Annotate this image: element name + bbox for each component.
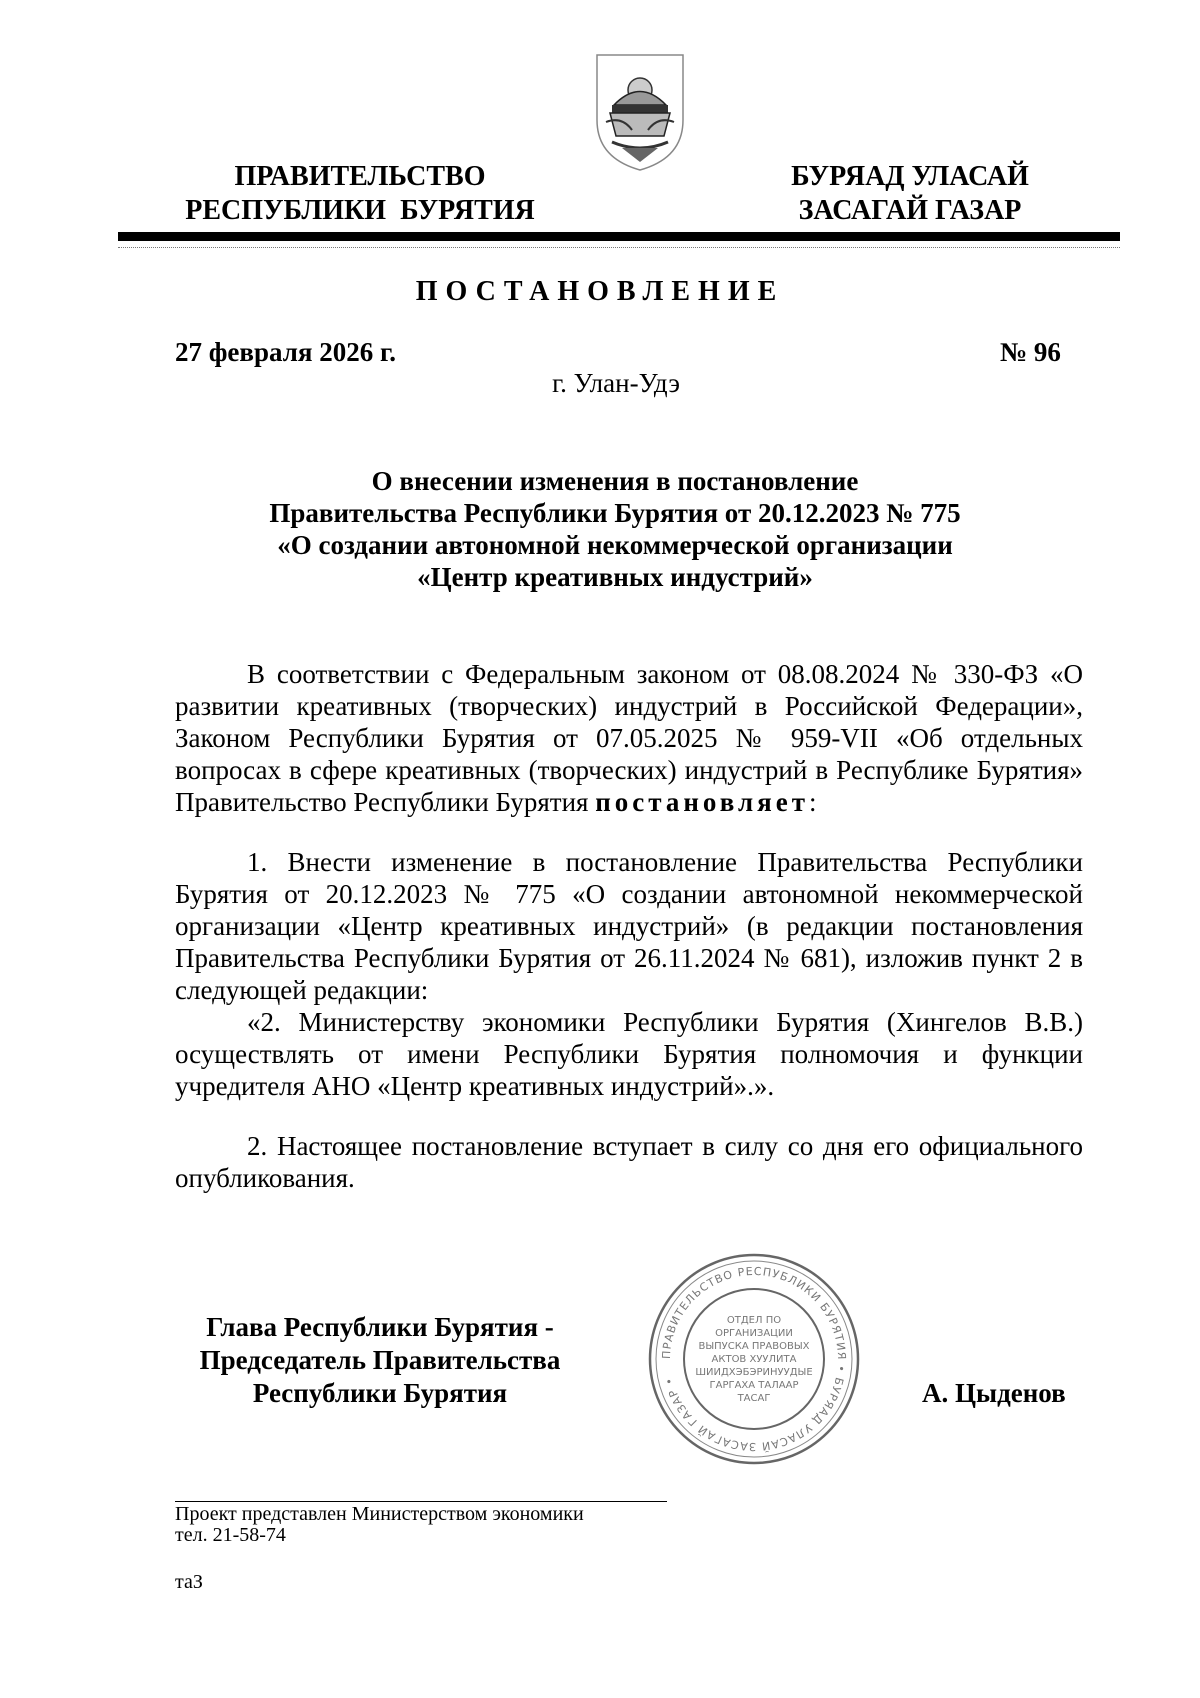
title-line1: О внесении изменения в постановление — [371, 466, 859, 496]
document-type: ПОСТАНОВЛЕНИЕ — [415, 276, 785, 307]
title-line3: «О создании автономной некоммерческой организации — [277, 530, 953, 560]
stamp-center-text — [695, 1315, 812, 1404]
signatory-position — [175, 1311, 585, 1410]
document-number: № 96 — [1000, 337, 1061, 367]
item-2-paragraph: 2. Настоящее постановление вступает в силу со дня его официального опубликования. — [175, 1131, 1083, 1193]
item-1-paragraph: 1. Внести изменение в постановление Правительства Республики Бурятия от 20.12.2023 № 775 «О создании автономной некоммерческой организации «Центр креативных индустрий» (в редакции постановления Правительства Республики Бурятия от 26.11.2024 № 681), изложив пункт 2 в следующей редакции: — [175, 847, 1083, 1005]
header-left-ru — [175, 160, 545, 228]
stamp-center-line: ГАРГАХА ТАЛААР — [709, 1380, 799, 1391]
header-right-line2: ЗАСАГАЙ ГАЗАР — [798, 195, 1022, 226]
header-right-bua — [755, 160, 1065, 228]
stamp-center-line: АКТОВ ХУУЛИТА — [711, 1354, 797, 1365]
footer-line1: Проект представлен Министерством экономики — [175, 1503, 584, 1525]
footer-line2: тел. 21-58-74 — [175, 1524, 286, 1546]
preamble-paragraph — [175, 658, 1083, 818]
preamble-end: : — [808, 787, 817, 817]
header-right-line1: БУРЯАД УЛАСАЙ — [791, 161, 1029, 192]
coat-of-arms-icon — [592, 50, 688, 173]
document-date: 27 февраля 2026 г. — [175, 337, 396, 367]
stamp-center-line: ОТДЕЛ ПО — [726, 1315, 782, 1326]
stamp-center-line: ТАСАГ — [737, 1393, 771, 1404]
title-line4: «Центр креативных индустрий» — [417, 562, 813, 592]
preamble-text: В соответствии с Федеральным законом от 08.08.2024 № 330-ФЗ «О развитии креативных (творческих) индустрий в Российской Федерации», Законом Республики Бурятия от 07.05.2025 № 959-VII «Об отдельных вопросах в сфере креативных (творческих) индустрий в Республике Бурятия» Правительство Республики Бурятия — [175, 659, 1083, 817]
signatory-position-line1: Глава Республики Бурятия - — [206, 1312, 554, 1342]
footer-divider — [175, 1501, 667, 1502]
official-stamp-icon — [646, 1251, 862, 1467]
header-divider-thin — [118, 247, 1120, 248]
signatory-name: А. Цыденов — [922, 1378, 1066, 1408]
signatory-position-line3: Республики Бурятия — [252, 1378, 508, 1408]
header-divider — [118, 232, 1120, 241]
document-city: г. Улан-Удэ — [552, 368, 680, 398]
stamp-center-line: ОРГАНИЗАЦИИ — [715, 1328, 793, 1339]
preamble-decision-word: постановляет — [595, 787, 809, 817]
footer-note — [175, 1504, 584, 1546]
header-left-line2: РЕСПУБЛИКИ БУРЯТИЯ — [185, 195, 535, 226]
title-line2: Правительства Республики Бурятия от 20.12.2023 № 775 — [269, 498, 961, 528]
stamp-ring-text: ПРАВИТЕЛЬСТВО РЕСПУБЛИКИ БУРЯТИЯ • БУРЯАД УЛАСАЙ ЗАСАГАЙ ГАЗАР • — [659, 1264, 849, 1454]
document-body — [175, 658, 1083, 1194]
footer-code: таЗ — [175, 1571, 203, 1593]
stamp-center-line: ВЫПУСКА ПРАВОВЫХ — [698, 1341, 810, 1352]
signatory-position-line2: Председатель Правительства — [199, 1345, 561, 1375]
item-1-quote-paragraph: «2. Министерству экономики Республики Бурятия (Хингелов В.В.) осуществлять от имени Республики Бурятия полномочия и функции учредителя АНО «Центр креативных индустрий».». — [175, 1007, 1083, 1101]
stamp-center-line: ШИИДХЭБЭРИНУУДЫЕ — [695, 1367, 813, 1378]
header-left-line1: ПРАВИТЕЛЬСТВО — [234, 161, 486, 192]
document-title — [175, 465, 1055, 593]
